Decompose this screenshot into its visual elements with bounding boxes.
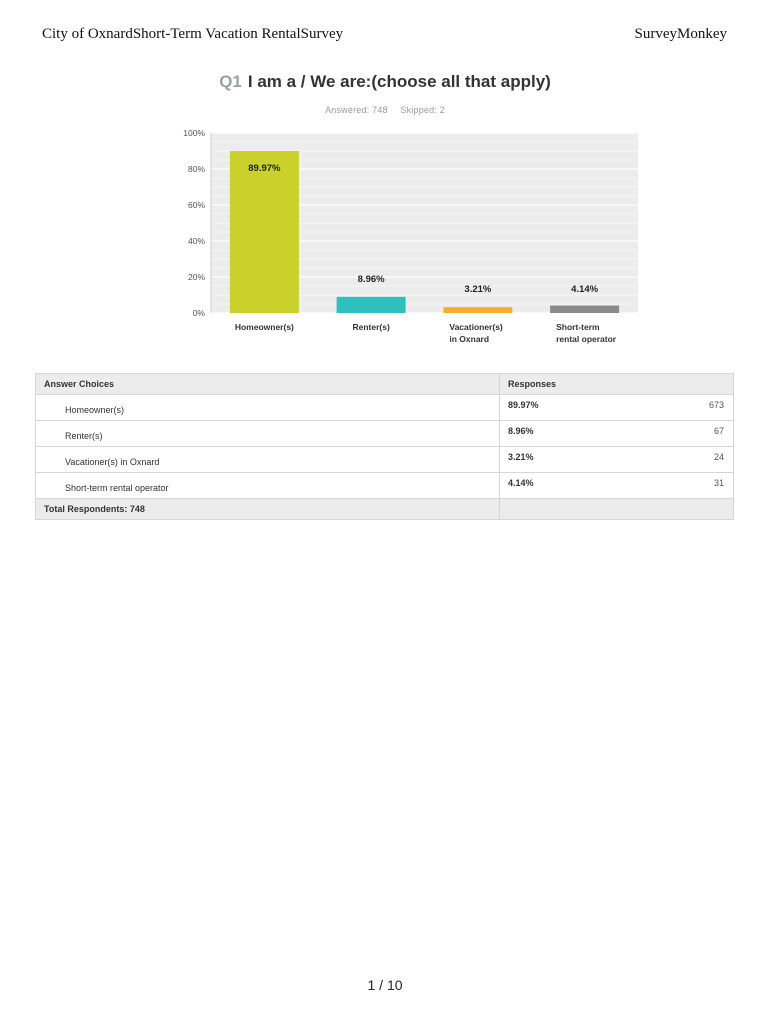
x-tick-label: Homeowner(s) [234, 322, 294, 332]
response-percent: 3.21% [508, 452, 534, 462]
responses-table [35, 373, 734, 520]
document-header-brand: SurveyMonkey [634, 26, 727, 42]
y-tick-label: 60% [187, 200, 205, 210]
response-count: 67 [713, 426, 724, 436]
data-label: 4.14% [571, 283, 599, 295]
bar-chart [0, 120, 770, 360]
y-tick-label: 20% [187, 272, 205, 282]
answer-choice: Short-term rental operator [65, 483, 169, 493]
table-row [36, 473, 734, 499]
y-tick-label: 100% [183, 128, 205, 138]
page-number: 1 / 10 [367, 977, 403, 993]
y-tick-label: 0% [192, 308, 205, 318]
total-respondents: Total Respondents: 748 [36, 499, 500, 520]
response-percent: 8.96% [508, 426, 534, 436]
table-total-row [36, 499, 734, 520]
data-label: 3.21% [464, 283, 492, 295]
x-tick-label: rental operator [556, 334, 617, 344]
response-count: 24 [713, 452, 724, 462]
answered-count: Answered: 748 [325, 105, 388, 115]
question-text: I am a / We are:(choose all that apply) [247, 72, 551, 91]
response-percent: 4.14% [508, 478, 534, 488]
answer-choice: Vacationer(s) in Oxnard [65, 457, 160, 467]
response-percent: 89.97% [508, 400, 539, 410]
x-tick-label: in Oxnard [449, 334, 490, 344]
column-header-answer-choices: Answer Choices [36, 374, 500, 395]
document-header-title: City of OxnardShort-Term Vacation RentalSurvey [42, 26, 344, 42]
table-header-row [36, 374, 734, 395]
answer-choice: Homeowner(s) [65, 405, 125, 415]
response-count: 673 [708, 400, 724, 410]
skipped-count: Skipped: 2 [400, 105, 445, 115]
answer-choice: Renter(s) [65, 431, 103, 441]
x-tick-label: Renter(s) [352, 322, 390, 332]
bar [337, 297, 406, 313]
question-title [0, 72, 770, 92]
x-tick-label: Short-term [556, 322, 600, 332]
bar [230, 151, 299, 313]
data-label: 8.96% [357, 273, 385, 285]
bar [443, 307, 512, 313]
response-count: 31 [713, 478, 724, 488]
data-label: 89.97% [248, 163, 281, 175]
response-stats [0, 105, 770, 115]
table-row [36, 395, 734, 421]
total-empty-cell [500, 499, 734, 520]
x-tick-label: Vacationer(s) [449, 322, 503, 332]
question-number: Q1 [219, 72, 242, 91]
bar [550, 306, 619, 313]
column-header-responses: Responses [500, 374, 734, 395]
y-tick-label: 80% [187, 164, 205, 174]
y-tick-label: 40% [187, 236, 205, 246]
table-row [36, 447, 734, 473]
table-row [36, 421, 734, 447]
